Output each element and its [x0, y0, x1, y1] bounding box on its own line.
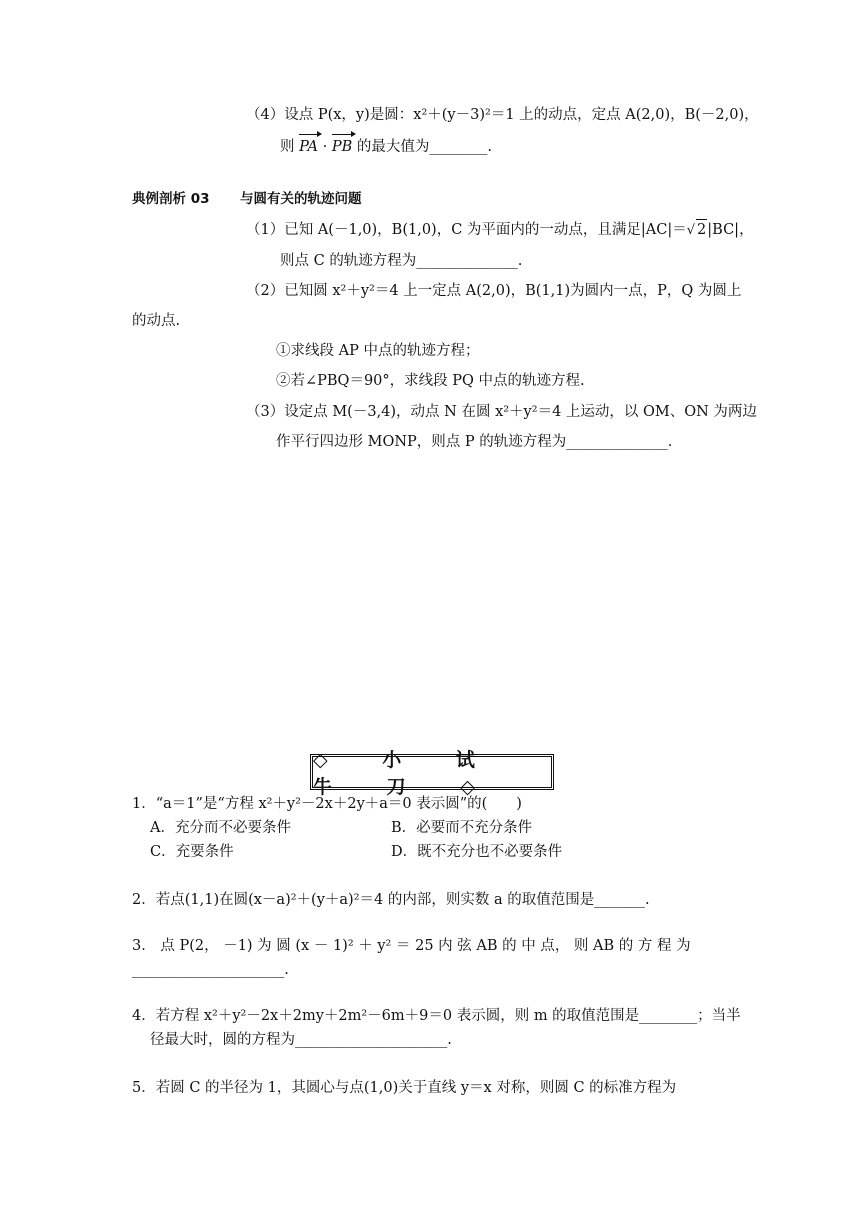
question-1-stem: 1．“a＝1”是“方程 x²＋y²－2x＋2y＋a＝0 表示圆”的( ): [132, 796, 522, 812]
example-3-line-1: （3）设定点 M(－3,4)，动点 N 在圆 x²＋y²＝4 上运动，以 OM、ON 为两边: [246, 404, 757, 420]
example-1-line-2: 则点 C 的轨迹方程为______________.: [280, 253, 523, 269]
dot-operator: ·: [318, 139, 332, 155]
vector-pa: PA: [299, 139, 319, 155]
section-label: 典例剖析 03: [132, 191, 210, 207]
example-1-text-post: |BC|，: [707, 222, 754, 238]
question-1-option-d: D．既不充分也不必要条件: [391, 844, 563, 860]
practice-banner: [310, 749, 554, 798]
practice-banner-text: ◇ 小 试 牛 刀 ◇: [313, 749, 499, 798]
question-4-line-2: 径最大时，圆的方程为_____________________.: [150, 1032, 452, 1048]
example-1-text-pre: （1）已知 A(－1,0)，B(1,0)，C 为平面内的一动点，且满足|AC|＝: [246, 222, 687, 238]
question-5: 5．若圆 C 的半径为 1，其圆心与点(1,0)关于直线 y＝x 对称，则圆 C 的标准方程为: [132, 1080, 677, 1096]
problem-4-line-2: [280, 137, 492, 157]
example-1-line-1: （1）已知 A(－1,0)，B(1,0)，C 为平面内的一动点，且满足|AC|＝√ 2|BC|，: [246, 219, 754, 241]
sqrt-value: 2: [696, 219, 707, 240]
example-3-line-2: 作平行四边形 MONP，则点 P 的轨迹方程为______________.: [276, 434, 673, 450]
vector-pb: PB: [331, 139, 353, 155]
question-3-line-1: 3． 点 P(2， －1) 为 圆 (x － 1)² ＋ y² ＝ 25 内 弦 AB 的 中 点， 则 AB 的 方 程 为: [132, 938, 691, 954]
question-1-option-b: B．必要而不充分条件: [391, 820, 533, 836]
problem-4-text: 设点 P(x，y)是圆：x²＋(y－3)²＝1 上的动点，定点 A(2,0)，B(－2,0)，: [284, 107, 759, 123]
example-2-sub-2: ②若∠PBQ＝90°，求线段 PQ 中点的轨迹方程.: [276, 373, 585, 389]
problem-4-prefix: 则: [280, 139, 300, 155]
problem-4-number: （4）: [246, 107, 285, 123]
problem-4-suffix: 的最大值为________.: [352, 139, 492, 155]
example-2-line-1: （2）已知圆 x²＋y²＝4 上一定点 A(2,0)，B(1,1)为圆内一点，P，Q 为圆上: [246, 283, 742, 299]
example-2-line-2: 的动点.: [132, 313, 181, 329]
section-title: 与圆有关的轨迹问题: [240, 191, 362, 207]
question-1-option-c: C．充要条件: [150, 844, 234, 860]
question-2: 2．若点(1,1)在圆(x－a)²＋(y＋a)²＝4 的内部，则实数 a 的取值范围是_______.: [132, 892, 650, 908]
question-3-line-2: _____________________.: [132, 962, 289, 978]
question-4-line-1: 4．若方程 x²＋y²－2x＋2my＋2m²－6m＋9＝0 表示圆，则 m 的取值范围是________；当半: [132, 1008, 741, 1024]
problem-4-line-1: [246, 105, 759, 125]
example-2-sub-1: ①求线段 AP 中点的轨迹方程；: [276, 343, 480, 359]
question-1-option-a: A．充分而不必要条件: [150, 820, 291, 836]
